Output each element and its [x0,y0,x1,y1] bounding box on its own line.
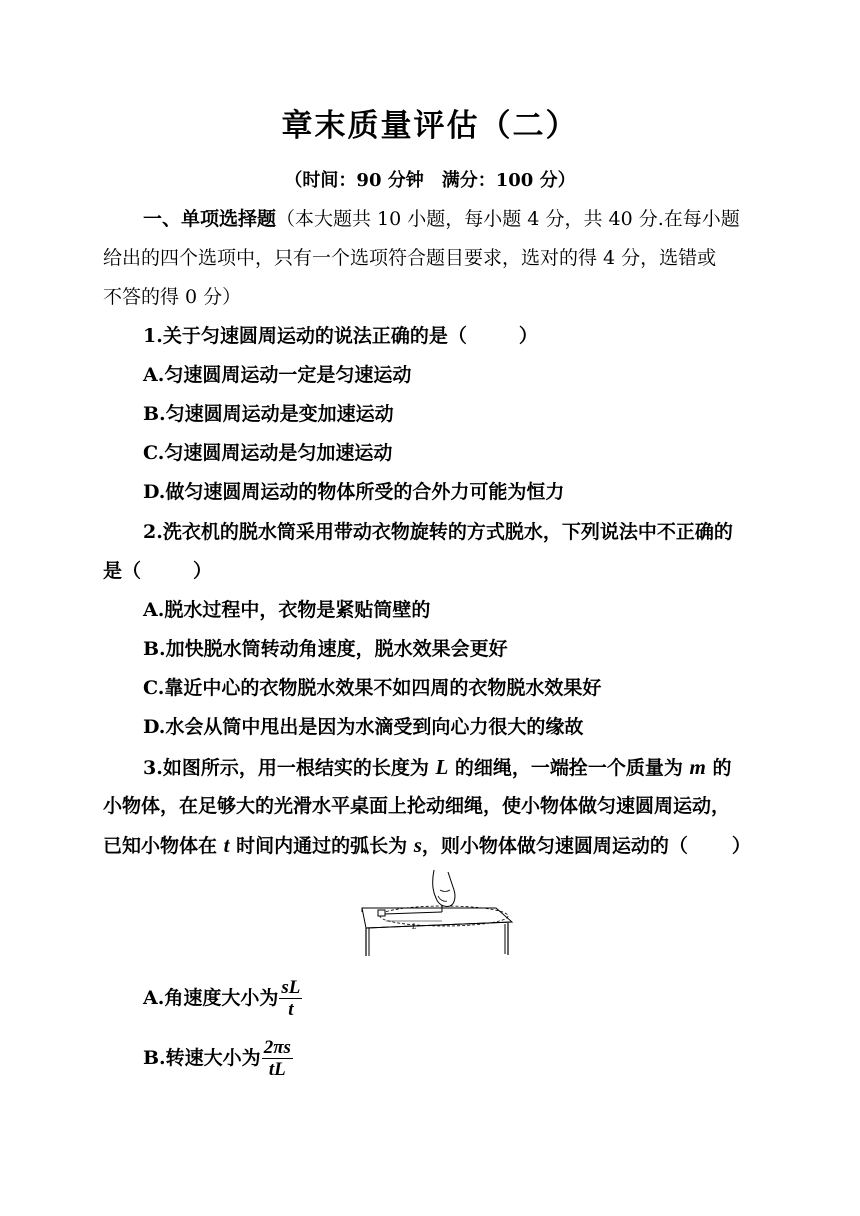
section-heading: 一、单项选择题 [143,208,277,230]
section-heading-line [143,206,763,232]
string [384,912,442,914]
question-2-option-a: A.脱水过程中，衣物是紧贴筒壁的 [143,599,431,621]
length-label: L [412,922,417,931]
question-3-stem-line-1 [143,754,763,781]
option-a-label: A.角速度大小为 [143,987,279,1009]
question-2-close: ） [193,560,213,582]
question-1-stem [143,323,763,349]
variable-s: s [413,833,422,857]
fraction-numerator: sL [281,976,301,998]
fraction-2pis-over-tL [262,1038,293,1081]
question-2-text-end: 是（ [103,560,142,582]
question-3-option-b [143,1036,763,1081]
question-3-close: ） [731,835,751,857]
question-3-option-a [143,976,763,1021]
section-description-line-3: 不答的得 0 分） [103,286,242,308]
q3-text-1a: 3.如图所示，用一根结实的长度为 [143,757,436,779]
q3-text-1b: 的细绳，一端拴一个质量为 [448,757,690,779]
section-description: （本大题共 10 小题，每小题 4 分，共 40 分.在每小题 [276,208,740,230]
table-edge [366,922,512,928]
fraction-denominator: t [288,998,294,1020]
q3-text-3b: 时间内通过的弧长为 [229,835,414,857]
question-2-option-d: D.水会从筒中甩出是因为水滴受到向心力很大的缘故 [143,716,584,738]
question-2-option-b: B.加快脱水筒转动角速度，脱水效果会更好 [143,638,508,660]
question-3-stem-line-3 [103,832,763,859]
question-1-text: 1.关于匀速圆周运动的说法正确的是（ [143,325,467,347]
question-2-stem-line-1: 2.洗衣机的脱水筒采用带动衣物旋转的方式脱水，下列说法中不正确的 [143,521,733,543]
q3-text-3c: ，则小物体做匀速圆周运动的（ [421,835,688,857]
q3-text-1c: 的 [705,757,732,779]
section-description-line-2: 给出的四个选项中，只有一个选项符合题目要求，选对的得 4 分，选错或 [103,247,717,269]
variable-m: m [689,755,706,779]
variable-t: t [223,833,230,857]
question-3-stem-line-2: 小物体，在足够大的光滑水平桌面上抡动细绳，使小物体做匀速圆周运动， [103,795,731,817]
question-1-option-b: B.匀速圆周运动是变加速运动 [143,403,394,425]
fraction-denominator: tL [268,1058,286,1080]
question-2-stem-line-2 [103,558,763,584]
fraction-numerator: 2πs [263,1036,291,1058]
fraction-sL-over-t [279,978,302,1021]
q3-text-3a: 已知小物体在 [103,835,224,857]
small-object [378,910,385,916]
exam-info: （时间：90 分钟 满分：100 分） [284,170,576,191]
question-1-close: ） [518,325,538,347]
variable-L: L [435,755,449,779]
question-1-option-d: D.做匀速圆周运动的物体所受的合外力可能为恒力 [143,481,565,503]
question-1-option-c: C.匀速圆周运动是匀加速运动 [143,442,393,464]
question-2-option-c: C.靠近中心的衣物脱水效果不如四周的衣物脱水效果好 [143,677,602,699]
option-b-label: B.转速大小为 [143,1047,261,1069]
question-1-option-a: A.匀速圆周运动一定是匀速运动 [143,364,412,386]
circular-path [380,906,508,926]
circular-motion-figure [356,868,516,958]
page-title: 章末质量评估（二） [281,108,579,144]
